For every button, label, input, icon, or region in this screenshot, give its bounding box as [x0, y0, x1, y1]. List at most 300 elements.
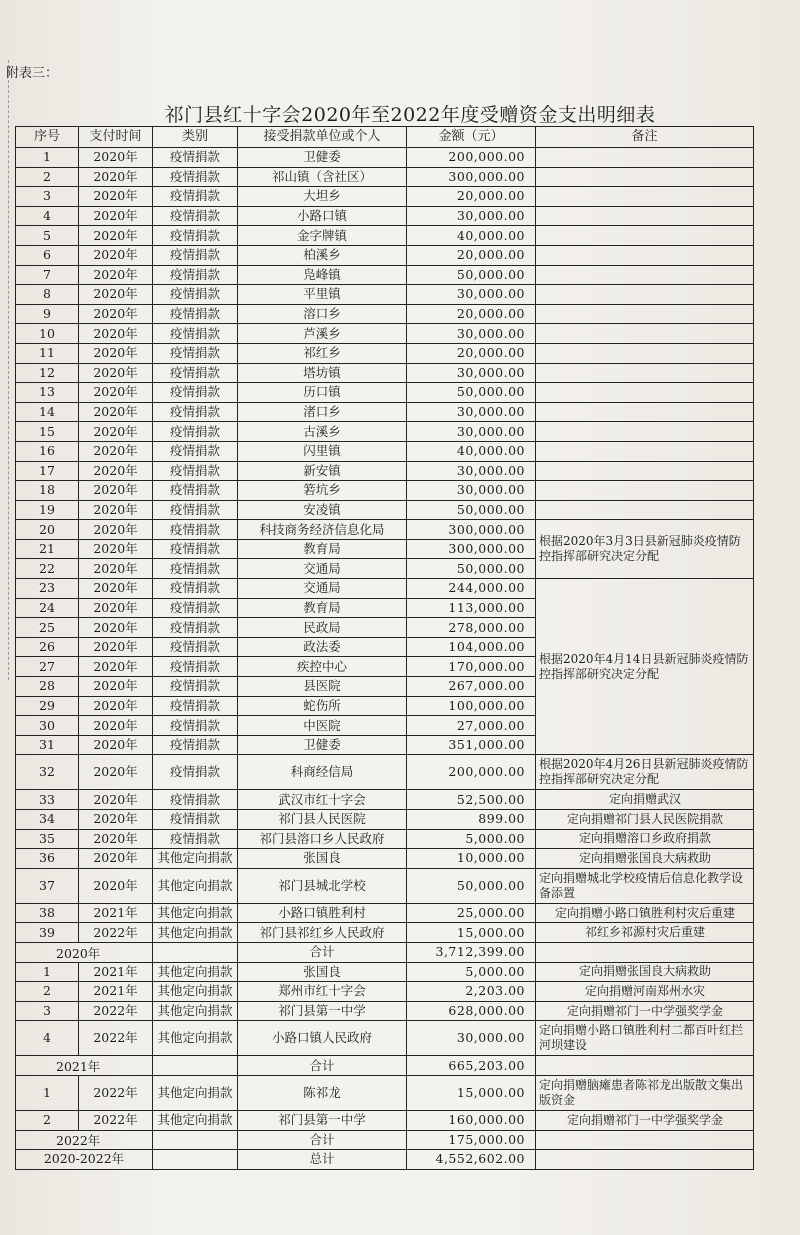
row-remark: 根据2020年3月3日县新冠肺炎疫情防控指挥部研究决定分配 — [536, 520, 754, 579]
row-time: 2020年 — [79, 618, 153, 638]
table-row — [16, 982, 754, 1002]
row-amount: 30,000.00 — [407, 422, 536, 442]
row-remark — [536, 481, 754, 501]
row-amount: 20,000.00 — [407, 343, 536, 363]
subtotal-label: 合计 — [238, 942, 407, 962]
table-row — [16, 265, 754, 285]
row-amount: 628,000.00 — [407, 1001, 536, 1021]
row-time: 2020年 — [79, 167, 153, 187]
row-category: 疫情捐款 — [153, 167, 238, 187]
row-remark — [536, 304, 754, 324]
row-amount: 30,000.00 — [407, 402, 536, 422]
row-seq: 7 — [16, 265, 79, 285]
row-time: 2020年 — [79, 343, 153, 363]
table-row — [16, 285, 754, 305]
row-category: 疫情捐款 — [153, 810, 238, 830]
row-seq: 36 — [16, 849, 79, 869]
row-seq: 15 — [16, 422, 79, 442]
row-time: 2020年 — [79, 187, 153, 207]
row-time: 2021年 — [79, 962, 153, 982]
row-amount: 100,000.00 — [407, 696, 536, 716]
row-seq: 27 — [16, 657, 79, 677]
row-seq: 1 — [16, 148, 79, 168]
subtotal-blank — [153, 942, 238, 962]
row-recipient: 祁门县祁红乡人民政府 — [238, 923, 407, 943]
row-category: 疫情捐款 — [153, 520, 238, 540]
row-seq: 1 — [16, 962, 79, 982]
row-category: 疫情捐款 — [153, 265, 238, 285]
row-category: 疫情捐款 — [153, 422, 238, 442]
grand-total-row — [16, 1150, 754, 1170]
row-time: 2022年 — [79, 1021, 153, 1056]
row-recipient: 祁门县人民医院 — [238, 810, 407, 830]
row-recipient: 祁门县第一中学 — [238, 1110, 407, 1130]
row-time: 2020年 — [79, 810, 153, 830]
row-time: 2020年 — [79, 755, 153, 790]
row-category: 疫情捐款 — [153, 716, 238, 736]
row-seq: 13 — [16, 383, 79, 403]
row-recipient: 郑州市红十字会 — [238, 982, 407, 1002]
table-row — [16, 962, 754, 982]
row-amount: 300,000.00 — [407, 539, 536, 559]
row-time: 2021年 — [79, 982, 153, 1002]
row-time: 2020年 — [79, 657, 153, 677]
row-category: 疫情捐款 — [153, 755, 238, 790]
row-amount: 50,000.00 — [407, 500, 536, 520]
row-category: 疫情捐款 — [153, 790, 238, 810]
subtotal-year: 2021年 — [16, 1056, 153, 1076]
row-recipient: 历口镇 — [238, 383, 407, 403]
row-category: 疫情捐款 — [153, 500, 238, 520]
subtotal-row — [16, 1130, 754, 1150]
row-seq: 8 — [16, 285, 79, 305]
row-seq: 3 — [16, 1001, 79, 1021]
row-category: 疫情捐款 — [153, 461, 238, 481]
table-row — [16, 148, 754, 168]
row-recipient: 教育局 — [238, 539, 407, 559]
row-time: 2020年 — [79, 481, 153, 501]
row-amount: 5,000.00 — [407, 962, 536, 982]
row-time: 2020年 — [79, 539, 153, 559]
row-seq: 39 — [16, 923, 79, 943]
row-amount: 20,000.00 — [407, 245, 536, 265]
table-row — [16, 1110, 754, 1130]
table-row — [16, 520, 754, 540]
row-remark: 根据2020年4月26日县新冠肺炎疫情防控指挥部研究决定分配 — [536, 755, 754, 790]
row-remark — [536, 343, 754, 363]
table-row — [16, 755, 754, 790]
row-amount: 170,000.00 — [407, 657, 536, 677]
row-amount: 27,000.00 — [407, 716, 536, 736]
row-seq: 30 — [16, 716, 79, 736]
row-amount: 30,000.00 — [407, 481, 536, 501]
row-amount: 40,000.00 — [407, 441, 536, 461]
row-recipient: 祁门县第一中学 — [238, 1001, 407, 1021]
row-time: 2022年 — [79, 1110, 153, 1130]
row-recipient: 交通局 — [238, 559, 407, 579]
row-remark: 祁红乡祁源村灾后重建 — [536, 923, 754, 943]
row-time: 2022年 — [79, 1075, 153, 1110]
table-row — [16, 226, 754, 246]
row-seq: 16 — [16, 441, 79, 461]
subtotal-year: 2020年 — [16, 942, 153, 962]
row-remark: 定向捐赠张国良大病救助 — [536, 849, 754, 869]
row-remark — [536, 167, 754, 187]
row-time: 2020年 — [79, 716, 153, 736]
row-recipient: 交通局 — [238, 579, 407, 599]
row-recipient: 政法委 — [238, 637, 407, 657]
row-category: 疫情捐款 — [153, 598, 238, 618]
row-amount: 899.00 — [407, 810, 536, 830]
row-category: 疫情捐款 — [153, 343, 238, 363]
row-recipient: 武汉市红十字会 — [238, 790, 407, 810]
table-row — [16, 923, 754, 943]
row-remark: 根据2020年4月14日县新冠肺炎疫情防控指挥部研究决定分配 — [536, 579, 754, 755]
table-row — [16, 1075, 754, 1110]
row-amount: 50,000.00 — [407, 383, 536, 403]
subtotal-blank — [153, 1056, 238, 1076]
row-remark — [536, 148, 754, 168]
row-time: 2020年 — [79, 637, 153, 657]
row-category: 其他定向捐款 — [153, 923, 238, 943]
row-time: 2020年 — [79, 226, 153, 246]
subtotal-remark — [536, 942, 754, 962]
header-category: 类别 — [153, 127, 238, 148]
row-remark: 定向捐赠溶口乡政府捐款 — [536, 829, 754, 849]
row-amount: 300,000.00 — [407, 520, 536, 540]
row-remark: 定向捐赠武汉 — [536, 790, 754, 810]
row-amount: 50,000.00 — [407, 868, 536, 903]
subtotal-row — [16, 942, 754, 962]
row-amount: 30,000.00 — [407, 324, 536, 344]
row-seq: 22 — [16, 559, 79, 579]
row-amount: 160,000.00 — [407, 1110, 536, 1130]
row-category: 疫情捐款 — [153, 245, 238, 265]
header-amount: 金额（元） — [407, 127, 536, 148]
row-amount: 113,000.00 — [407, 598, 536, 618]
row-category: 其他定向捐款 — [153, 903, 238, 923]
row-recipient: 箬坑乡 — [238, 481, 407, 501]
row-seq: 26 — [16, 637, 79, 657]
row-category: 其他定向捐款 — [153, 982, 238, 1002]
row-time: 2020年 — [79, 559, 153, 579]
row-time: 2022年 — [79, 1001, 153, 1021]
table-row — [16, 363, 754, 383]
row-recipient: 凫峰镇 — [238, 265, 407, 285]
row-recipient: 中医院 — [238, 716, 407, 736]
header-recipient: 接受捐款单位或个人 — [238, 127, 407, 148]
row-remark — [536, 226, 754, 246]
row-time: 2020年 — [79, 422, 153, 442]
row-time: 2020年 — [79, 696, 153, 716]
row-amount: 200,000.00 — [407, 755, 536, 790]
table-row — [16, 343, 754, 363]
row-category: 疫情捐款 — [153, 383, 238, 403]
row-time: 2020年 — [79, 265, 153, 285]
grand-total-year: 2020-2022年 — [16, 1150, 153, 1170]
header-seq: 序号 — [16, 127, 79, 148]
row-time: 2020年 — [79, 735, 153, 755]
row-time: 2020年 — [79, 849, 153, 869]
row-remark — [536, 422, 754, 442]
row-amount: 25,000.00 — [407, 903, 536, 923]
row-seq: 28 — [16, 677, 79, 697]
row-time: 2020年 — [79, 324, 153, 344]
row-recipient: 安凌镇 — [238, 500, 407, 520]
row-time: 2020年 — [79, 304, 153, 324]
row-seq: 38 — [16, 903, 79, 923]
row-time: 2020年 — [79, 829, 153, 849]
row-time: 2020年 — [79, 402, 153, 422]
table-row — [16, 1021, 754, 1056]
row-seq: 17 — [16, 461, 79, 481]
row-seq: 29 — [16, 696, 79, 716]
row-seq: 24 — [16, 598, 79, 618]
row-category: 疫情捐款 — [153, 324, 238, 344]
table-row — [16, 500, 754, 520]
row-remark: 定向捐赠城北学校疫情后信息化教学设备添置 — [536, 868, 754, 903]
row-amount: 20,000.00 — [407, 304, 536, 324]
row-recipient: 小路口镇人民政府 — [238, 1021, 407, 1056]
table-row — [16, 383, 754, 403]
row-recipient: 祁门县城北学校 — [238, 868, 407, 903]
row-recipient: 张国良 — [238, 962, 407, 982]
row-seq: 4 — [16, 1021, 79, 1056]
row-seq: 20 — [16, 520, 79, 540]
row-amount: 30,000.00 — [407, 285, 536, 305]
row-category: 疫情捐款 — [153, 187, 238, 207]
row-recipient: 金字牌镇 — [238, 226, 407, 246]
row-seq: 5 — [16, 226, 79, 246]
header-row — [16, 127, 754, 148]
row-category: 疫情捐款 — [153, 829, 238, 849]
grand-total-blank — [153, 1150, 238, 1170]
row-amount: 15,000.00 — [407, 923, 536, 943]
row-time: 2020年 — [79, 461, 153, 481]
row-remark — [536, 187, 754, 207]
row-category: 疫情捐款 — [153, 637, 238, 657]
row-remark — [536, 265, 754, 285]
row-category: 疫情捐款 — [153, 304, 238, 324]
row-category: 疫情捐款 — [153, 559, 238, 579]
attachment-label: 附表三： — [6, 66, 59, 81]
row-remark: 定向捐赠小路口镇胜利村二都百叶红拦河坝建设 — [536, 1021, 754, 1056]
row-category: 疫情捐款 — [153, 441, 238, 461]
row-category: 疫情捐款 — [153, 579, 238, 599]
row-remark — [536, 461, 754, 481]
subtotal-amount: 175,000.00 — [407, 1130, 536, 1150]
row-amount: 30,000.00 — [407, 461, 536, 481]
row-time: 2020年 — [79, 441, 153, 461]
row-category: 其他定向捐款 — [153, 1110, 238, 1130]
row-amount: 30,000.00 — [407, 363, 536, 383]
row-remark: 定向捐赠脑瘫患者陈祁龙出版散文集出版资金 — [536, 1075, 754, 1110]
row-recipient: 新安镇 — [238, 461, 407, 481]
row-recipient: 大坦乡 — [238, 187, 407, 207]
row-recipient: 小路口镇 — [238, 206, 407, 226]
binding-edge — [0, 60, 9, 680]
row-time: 2020年 — [79, 790, 153, 810]
subtotal-remark — [536, 1130, 754, 1150]
row-remark — [536, 383, 754, 403]
table-row — [16, 810, 754, 830]
subtotal-label: 合计 — [238, 1056, 407, 1076]
table-row — [16, 579, 754, 599]
row-category: 疫情捐款 — [153, 657, 238, 677]
grand-total-remark — [536, 1150, 754, 1170]
row-remark — [536, 324, 754, 344]
row-category: 疫情捐款 — [153, 677, 238, 697]
row-time: 2020年 — [79, 579, 153, 599]
row-amount: 104,000.00 — [407, 637, 536, 657]
row-category: 其他定向捐款 — [153, 1001, 238, 1021]
row-time: 2020年 — [79, 500, 153, 520]
row-amount: 2,203.00 — [407, 982, 536, 1002]
table-row — [16, 461, 754, 481]
table-row — [16, 422, 754, 442]
expenditure-table — [15, 126, 754, 1170]
row-recipient: 古溪乡 — [238, 422, 407, 442]
row-seq: 14 — [16, 402, 79, 422]
grand-total-amount: 4,552,602.00 — [407, 1150, 536, 1170]
row-category: 疫情捐款 — [153, 696, 238, 716]
table-row — [16, 441, 754, 461]
row-category: 其他定向捐款 — [153, 868, 238, 903]
header-remark: 备注 — [536, 127, 754, 148]
subtotal-label: 合计 — [238, 1130, 407, 1150]
row-amount: 5,000.00 — [407, 829, 536, 849]
row-recipient: 塔坊镇 — [238, 363, 407, 383]
row-seq: 19 — [16, 500, 79, 520]
row-seq: 9 — [16, 304, 79, 324]
grand-total-label: 总计 — [238, 1150, 407, 1170]
row-category: 其他定向捐款 — [153, 1075, 238, 1110]
subtotal-year: 2022年 — [16, 1130, 153, 1150]
row-seq: 31 — [16, 735, 79, 755]
row-time: 2020年 — [79, 206, 153, 226]
row-remark: 定向捐赠张国良大病救助 — [536, 962, 754, 982]
row-seq: 35 — [16, 829, 79, 849]
table-row — [16, 868, 754, 903]
row-recipient: 卫健委 — [238, 735, 407, 755]
subtotal-amount: 3,712,399.00 — [407, 942, 536, 962]
row-amount: 351,000.00 — [407, 735, 536, 755]
row-time: 2021年 — [79, 903, 153, 923]
row-category: 疫情捐款 — [153, 618, 238, 638]
row-seq: 3 — [16, 187, 79, 207]
row-category: 疫情捐款 — [153, 735, 238, 755]
row-seq: 11 — [16, 343, 79, 363]
row-remark — [536, 245, 754, 265]
row-seq: 32 — [16, 755, 79, 790]
row-time: 2020年 — [79, 598, 153, 618]
row-seq: 21 — [16, 539, 79, 559]
row-recipient: 祁红乡 — [238, 343, 407, 363]
row-recipient: 民政局 — [238, 618, 407, 638]
table-body — [16, 148, 754, 1170]
row-seq: 2 — [16, 167, 79, 187]
row-seq: 33 — [16, 790, 79, 810]
table-row — [16, 790, 754, 810]
row-amount: 30,000.00 — [407, 1021, 536, 1056]
row-remark: 定向捐赠祁门县人民医院捐款 — [536, 810, 754, 830]
row-amount: 30,000.00 — [407, 206, 536, 226]
row-seq: 18 — [16, 481, 79, 501]
row-amount: 200,000.00 — [407, 148, 536, 168]
row-seq: 2 — [16, 982, 79, 1002]
row-amount: 15,000.00 — [407, 1075, 536, 1110]
row-recipient: 渚口乡 — [238, 402, 407, 422]
row-remark: 定向捐赠祁门一中学强奖学金 — [536, 1001, 754, 1021]
row-time: 2020年 — [79, 520, 153, 540]
row-recipient: 疾控中心 — [238, 657, 407, 677]
row-seq: 10 — [16, 324, 79, 344]
row-recipient: 小路口镇胜利村 — [238, 903, 407, 923]
row-remark — [536, 363, 754, 383]
subtotal-row — [16, 1056, 754, 1076]
row-remark — [536, 500, 754, 520]
row-remark — [536, 402, 754, 422]
table-row — [16, 187, 754, 207]
row-amount: 244,000.00 — [407, 579, 536, 599]
row-time: 2022年 — [79, 923, 153, 943]
row-amount: 40,000.00 — [407, 226, 536, 246]
row-recipient: 祁门县溶口乡人民政府 — [238, 829, 407, 849]
row-remark: 定向捐赠祁门一中学强奖学金 — [536, 1110, 754, 1130]
row-category: 疫情捐款 — [153, 285, 238, 305]
row-time: 2020年 — [79, 383, 153, 403]
row-recipient: 陈祁龙 — [238, 1075, 407, 1110]
row-seq: 12 — [16, 363, 79, 383]
row-category: 其他定向捐款 — [153, 849, 238, 869]
row-amount: 52,500.00 — [407, 790, 536, 810]
row-seq: 37 — [16, 868, 79, 903]
row-seq: 2 — [16, 1110, 79, 1130]
row-seq: 34 — [16, 810, 79, 830]
subtotal-remark — [536, 1056, 754, 1076]
table-row — [16, 481, 754, 501]
header-time: 支付时间 — [79, 127, 153, 148]
row-remark: 定向捐赠小路口镇胜利村灾后重建 — [536, 903, 754, 923]
row-time: 2020年 — [79, 285, 153, 305]
row-recipient: 张国良 — [238, 849, 407, 869]
row-seq: 1 — [16, 1075, 79, 1110]
row-recipient: 溶口乡 — [238, 304, 407, 324]
row-category: 疫情捐款 — [153, 481, 238, 501]
row-time: 2020年 — [79, 677, 153, 697]
row-category: 疫情捐款 — [153, 226, 238, 246]
row-amount: 20,000.00 — [407, 187, 536, 207]
table-row — [16, 304, 754, 324]
row-category: 疫情捐款 — [153, 402, 238, 422]
row-recipient: 蛇伤所 — [238, 696, 407, 716]
row-recipient: 科商经信局 — [238, 755, 407, 790]
row-amount: 50,000.00 — [407, 559, 536, 579]
row-recipient: 芦溪乡 — [238, 324, 407, 344]
row-amount: 278,000.00 — [407, 618, 536, 638]
row-recipient: 祁山镇（含社区） — [238, 167, 407, 187]
row-seq: 4 — [16, 206, 79, 226]
subtotal-amount: 665,203.00 — [407, 1056, 536, 1076]
row-category: 其他定向捐款 — [153, 962, 238, 982]
row-category: 疫情捐款 — [153, 363, 238, 383]
row-amount: 50,000.00 — [407, 265, 536, 285]
row-remark — [536, 285, 754, 305]
table-row — [16, 402, 754, 422]
row-recipient: 柏溪乡 — [238, 245, 407, 265]
row-recipient: 县医院 — [238, 677, 407, 697]
row-remark — [536, 206, 754, 226]
